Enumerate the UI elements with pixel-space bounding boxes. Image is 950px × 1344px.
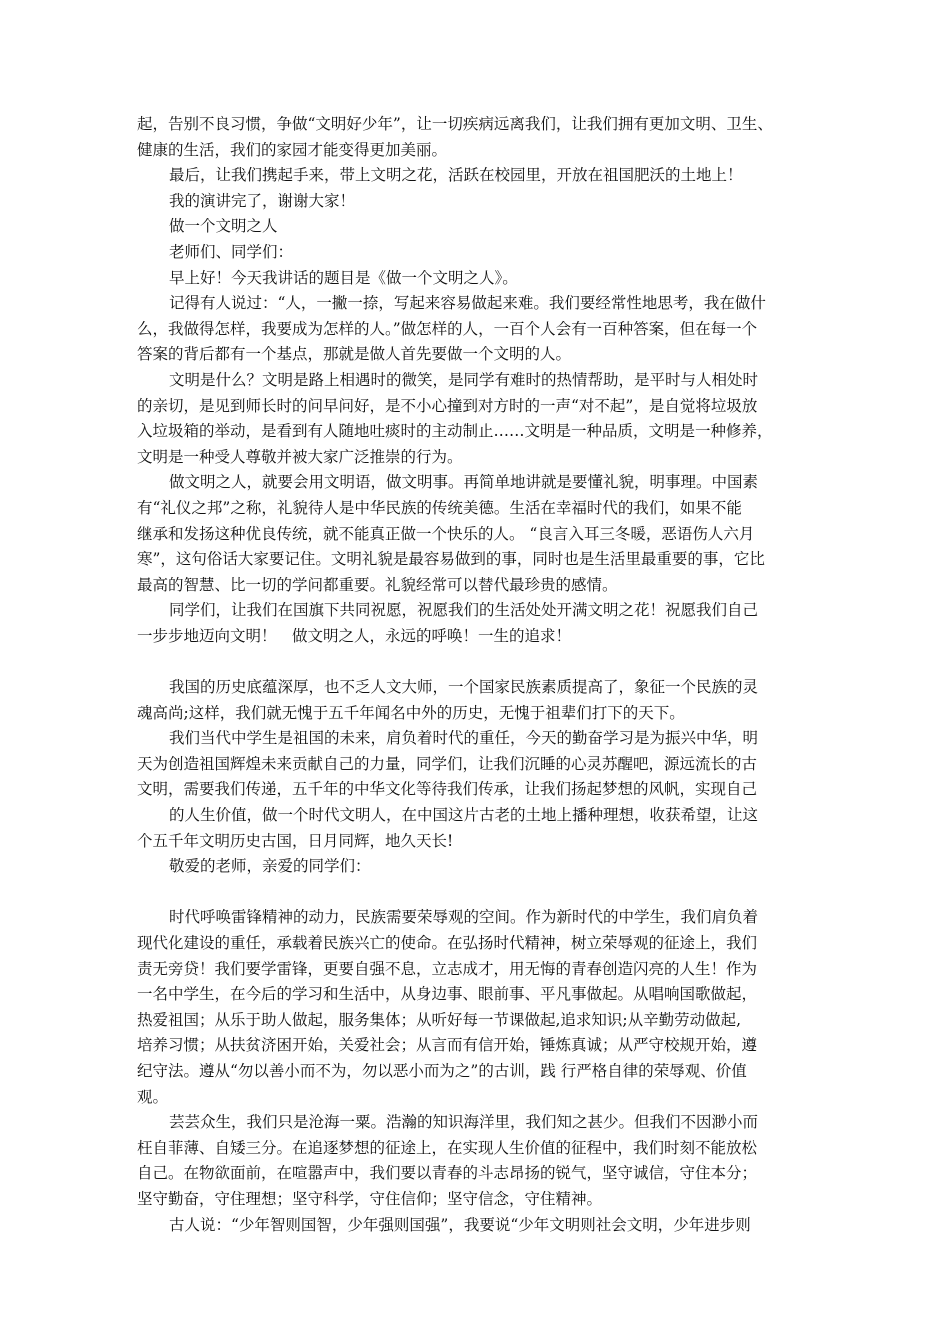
text-line: 古人说：“少年智则国智，少年强则国强”，我要说“少年文明则社会文明，少年进步则 [169, 1215, 751, 1234]
text-line: 天为创造祖国辉煌未来贡献自己的力量，同学们，让我们沉睡的心灵苏醒吧，源远流长的古 [137, 754, 758, 773]
text-line: 入垃圾箱的举动，是看到有人随地吐痰时的主动制止……文明是一种品质，文明是一种修养， [137, 422, 773, 441]
text-line: 我的演讲完了，谢谢大家！ [169, 191, 356, 210]
text-line: 责无旁贷！我们要学雷锋，更要自强不息，立志成才，用无悔的青春创造闪亮的人生！作为 [137, 959, 758, 978]
text-line: 最后，让我们携起手来，带上文明之花，活跃在校园里，开放在祖国肥沃的土地上！ [169, 166, 743, 185]
text-line: 么，我做得怎样，我要成为怎样的人。”做怎样的人，一百个人会有一百种答案，但在每一个 [137, 319, 758, 338]
text-line: 老师们、同学们： [169, 242, 294, 261]
text-line: 健康的生活，我们的家园才能变得更加美丽。 [137, 140, 448, 159]
text-line: 记得有人说过：“人，一撇一捺，写起来容易做起来难。我们要经常性地思考，我在做什 [169, 294, 766, 313]
blank-line [137, 880, 827, 906]
text-line: 热爱祖国；从乐于助人做起，服务集体；从听好每一节课做起,追求知识;从辛勤劳动做起, [137, 1010, 742, 1029]
document-body [137, 112, 827, 1238]
text-line: 培养习惯；从扶贫济困开始，关爱社会；从言而有信开始，锤炼真诚；从严守校规开始，遵 [137, 1036, 758, 1055]
text-line: 自己。在物欲面前，在喧嚣声中，我们要以青春的斗志昂扬的锐气，坚守诚信，守住本分； [137, 1164, 758, 1183]
text-line: 有“礼仪之邦”之称，礼貌待人是中华民族的传统美德。生活在幸福时代的我们，如果不能 [137, 498, 742, 517]
text-line: 答案的背后都有一个基点，那就是做人首先要做一个文明的人。 [137, 345, 572, 364]
text-line: 芸芸众生，我们只是沧海一粟。浩瀚的知识海洋里，我们知之甚少。但我们不因渺小而 [169, 1113, 759, 1132]
text-line: 起，告别不良习惯，争做“文明好少年”，让一切疾病远离我们，让我们拥有更加文明、卫生、 [137, 115, 773, 133]
text-line: 最高的智慧、比一切的学问都重要。礼貌经常可以替代最珍贵的感情。 [137, 575, 618, 594]
text-line: 的人生价值，做一个时代文明人，在中国这片古老的土地上播种理想，收获希望，让这 [169, 806, 759, 825]
text-line: 早上好！今天我讲话的题目是《做一个文明之人》。 [169, 268, 518, 287]
text-line: 文明，需要我们传递，五千年的中华文化等待我们传承，让我们扬起梦想的风帆，实现自己 [137, 780, 758, 799]
text-line: 的亲切，是见到师长时的问早问好，是不小心撞到对方时的一声“对不起”，是自觉将垃圾放 [137, 396, 758, 415]
text-line: 枉自菲薄、自矮三分。在追逐梦想的征途上，在实现人生价值的征程中，我们时刻不能放松 [137, 1138, 758, 1157]
text-line: 敬爱的老师，亲爱的同学们： [169, 857, 371, 876]
text-line: 魂高尚;这样，我们就无愧于五千年闻名中外的历史，无愧于祖辈们打下的天下。 [137, 703, 685, 722]
blank-line [137, 649, 827, 675]
text-line: 做文明之人，就要会用文明语，做文明事。再简单地讲就是要懂礼貌，明事理。中国素 [169, 473, 759, 492]
text-line: 一步步地迈向文明！ 做文明之人，永远的呼唤！一生的追求！ [137, 626, 572, 645]
text-line: 文明是一种受人尊敬并被大家广泛推崇的行为。 [137, 447, 463, 466]
text-line: 文明是什么？文明是路上相遇时的微笑，是同学有难时的热情帮助，是平时与人相处时 [169, 370, 759, 389]
text-line: 时代呼唤雷锋精神的动力，民族需要荣辱观的空间。作为新时代的中学生，我们肩负着 [169, 908, 759, 927]
text-line: 同学们，让我们在国旗下共同祝愿，祝愿我们的生活处处开满文明之花！祝愿我们自己 [169, 601, 759, 620]
text-line: 现代化建设的重任，承载着民族兴亡的使命。在弘扬时代精神，树立荣辱观的征途上，我们 [137, 934, 758, 952]
text-line: 纪守法。遵从“勿以善小而不为，勿以恶小而为之”的古训，践 行严格自律的荣辱观、价值 [137, 1061, 747, 1080]
text-line: 一名中学生，在今后的学习和生活中，从身边事、眼前事、平凡事做起。从唱响国歌做起， [137, 985, 758, 1004]
text-line: 坚守勤奋，守住理想；坚守科学，守住信仰；坚守信念，守住精神。 [137, 1189, 603, 1208]
text-line: 继承和发扬这种优良传统，就不能真正做一个快乐的人。 “良言入耳三冬暖，恶语伤人六月 [137, 524, 755, 543]
text-line: 观。 [137, 1087, 169, 1106]
text-line: 我国的历史底蕴深厚，也不乏人文大师，一个国家民族素质提高了，象征一个民族的灵 [169, 678, 759, 697]
text-line: 做一个文明之人 [169, 217, 278, 236]
text-line: 个五千年文明历史古国，日月同辉，地久天长! [137, 831, 454, 850]
text-line: 寒”，这句俗话大家要记住。文明礼貌是最容易做到的事，同时也是生活里最重要的事，它比 [137, 550, 765, 569]
text-line: 我们当代中学生是祖国的未来，肩负着时代的重任，今天的勤奋学习是为振兴中华，明 [169, 729, 759, 748]
